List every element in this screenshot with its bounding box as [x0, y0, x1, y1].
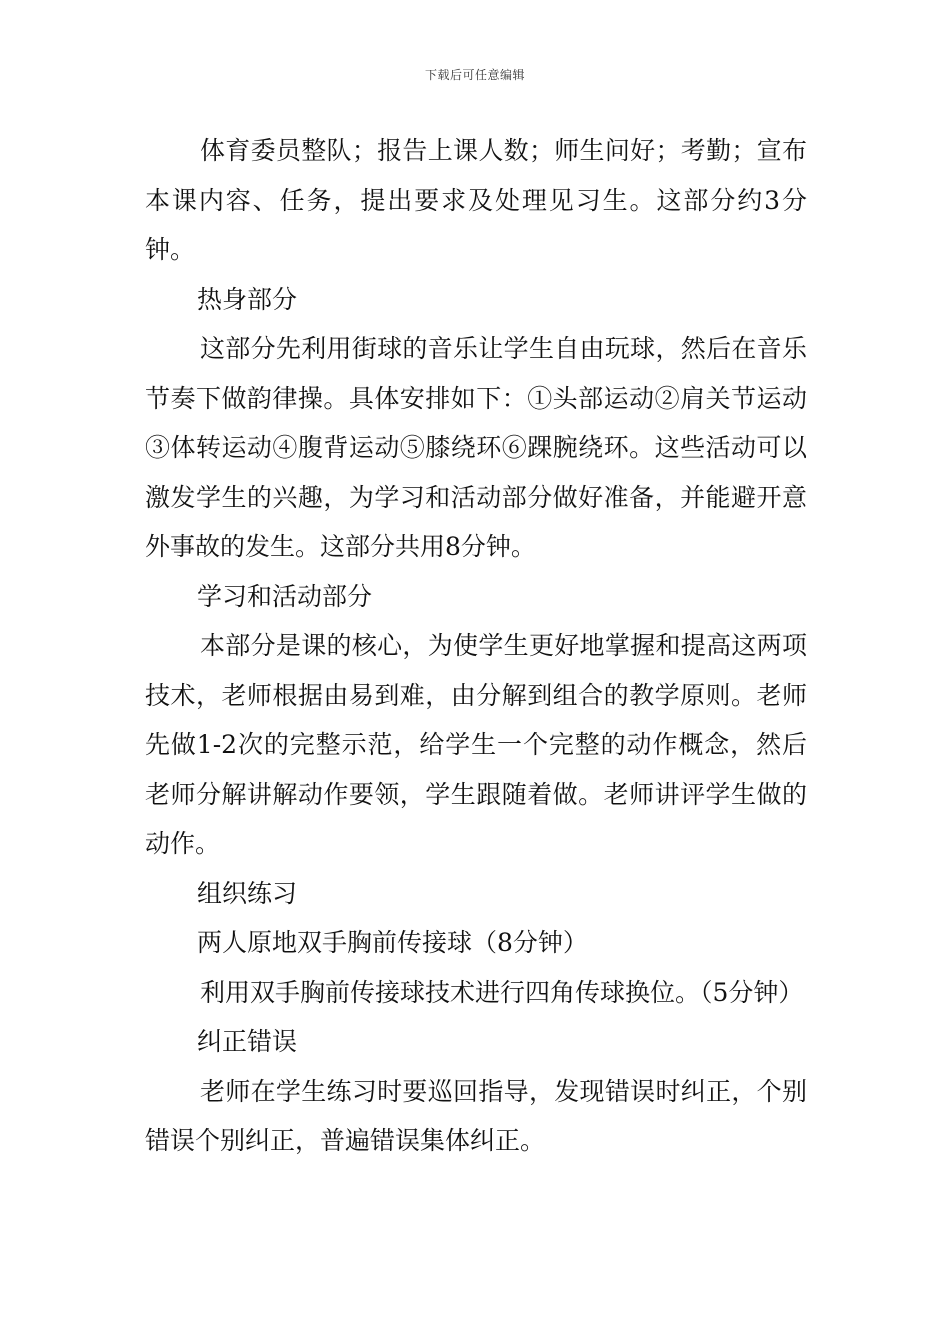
- paragraph-class-opening: 体育委员整队；报告上课人数；师生问好；考勤；宣布本课内容、任务，提出要求及处理见习生。这部分约3分钟。: [145, 136, 807, 264]
- section-heading-corrections: 纠正错误: [197, 1027, 298, 1056]
- paragraph-warmup: 这部分先利用街球的音乐让学生自由玩球，然后在音乐节奏下做韵律操。具体安排如下：①头部运动②肩关节运动③体转运动④腹背运动⑤膝绕环⑥踝腕绕环。这些活动可以激发学生的兴趣，为学习和活动部分做好准备，并能避开意外事故的发生。这部分共用8分钟。: [145, 334, 807, 561]
- section-heading-practice: 组织练习: [197, 878, 298, 908]
- document-body: [145, 126, 807, 1166]
- section-heading-learning: 学习和活动部分: [197, 581, 373, 611]
- paragraph-four-corner-pass: 利用双手胸前传接球技术进行四角传球换位。（5分钟）: [200, 977, 804, 1007]
- paragraph-corrections: 老师在学生练习时要巡回指导，发现错误时纠正，个别错误个别纠正，普遍错误集体纠正。: [145, 1076, 807, 1155]
- paragraph-learning: 本部分是课的核心，为使学生更好地掌握和提高这两项技术，老师根据由易到难，由分解到组合的教学原则。老师先做1-2次的完整示范，给学生一个完整的动作概念，然后老师分解讲解动作要领，学生跟随着做。老师讲评学生做的动作。: [145, 631, 807, 858]
- section-heading-warmup: 热身部分: [197, 284, 298, 314]
- page-header: 下载后可任意编辑: [424, 68, 525, 82]
- practice-item-chest-pass: 两人原地双手胸前传接球（8分钟）: [197, 928, 588, 957]
